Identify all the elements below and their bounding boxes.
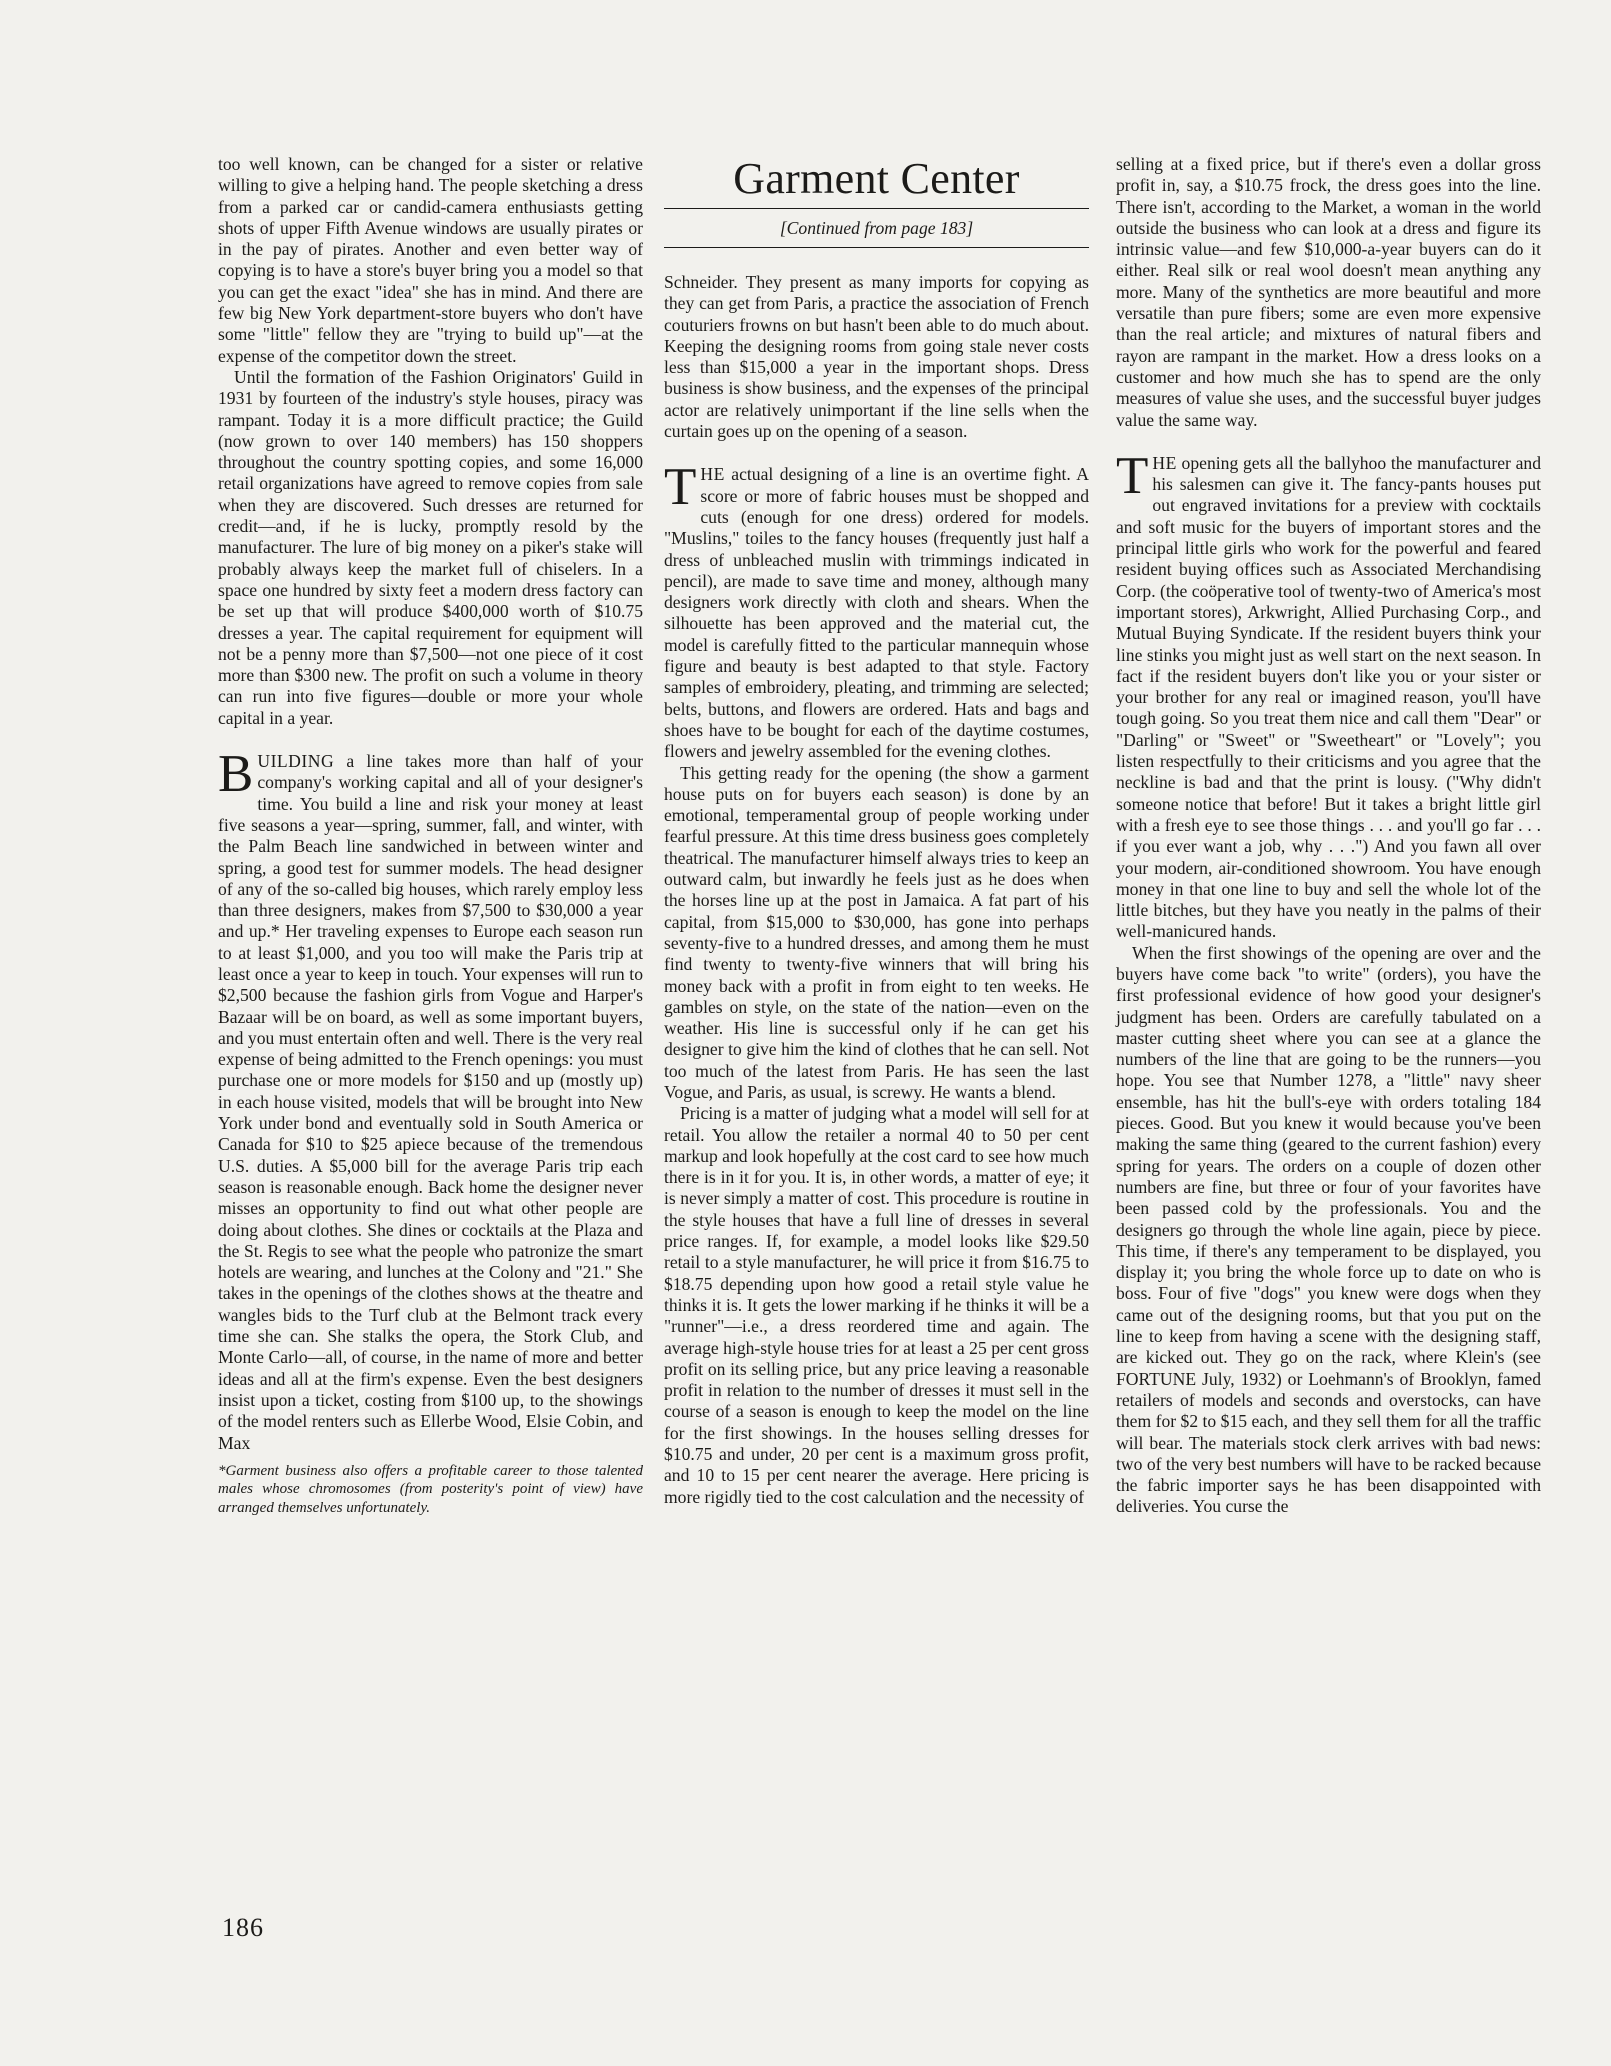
lead-word: HE <box>1152 452 1177 473</box>
column-middle <box>664 154 1089 1508</box>
paragraph: Schneider. They present as many imports for copying as they can get from Paris, a practice the association of French couturiers frowns on but hasn't been able to do much about. Keeping the designing rooms from going stale never costs less than $15,000 a year in the important shops. Dress business is show business, and the expenses of the principal actor are relatively unimportant if the line sells when the curtain goes up on the opening of a season. <box>664 272 1089 442</box>
article-title: Garment Center <box>733 154 1020 203</box>
page-number: 186 <box>222 1913 264 1942</box>
lead-word: HE <box>700 464 725 485</box>
paragraph: selling at a fixed price, but if there's even a dollar gross profit in, say, a $10.75 frock, the dress goes into the line. There isn't, according to the Market, a woman in the world outside the business who can look at a dress and figure its intrinsic value—and few $10,000-a-year buyers can do it either. Real silk or real wool doesn't mean anything any more. Many of the synthetics are more beautiful and more versatile than pure fibers; some are even more expensive than the real article; and mixtures of natural fibers and rayon are rampant in the market. How a dress looks on a customer and how much she has to spend are the only measures of value she uses, and the successful buyer judges value the same way. <box>1116 154 1541 430</box>
paragraph-text: opening gets all the ballyhoo the manufacturer and his salesmen can give it. The fancy-pants houses put out engraved invitations for a preview with cocktails and soft music for the buyers of important stores and the principal little girls who work for the powerful and feared resident buying offices such as Associated Merchandising Corp. (the coöperative tool of twenty-two of America's most important stores), Arkwright, Allied Purchasing Corp., and Mutual Buying Syndicate. If the resident buyers think your line stinks you might just as well start on the next season. In fact if the resident buyers don't like you or your sister or your brother for any real or imagined reason, you'll have tough going. So you treat them nice and call them "Dear" or "Darling" or "Sweet" or "Sweetheart" or "Lovely"; you listen respectfully to their criticisms and you agree that the neckline is bad and that the print is lousy. ("Why didn't someone notice that before! But it takes a bright little girl with a fresh eye to see those things . . . and you'll go far . . . if you ever want a job, why . . .") And you fawn all over your modern, air-conditioned showroom. You have enough money in that one line to buy and sell the whole lot of the little bitches, but they have you neatly in the palms of their well-manicured hands. <box>1116 452 1541 942</box>
paragraph: Pricing is a matter of judging what a model will sell for at retail. You allow the retailer a normal 40 to 50 per cent markup and look hopefully at the cost card to see how much there is in it for you. It is, in other words, a matter of eye; it is never simply a matter of cost. This procedure is routine in the style houses that have a full line of dresses in several price ranges. If, for example, a model looks like $29.50 retail to a style manufacturer, he will price it from $16.75 to $18.75 depending upon how good a retail style value he thinks it is. It gets the lower marking if he thinks it will be a "runner"—i.e., a dress reordered time and again. The average high-style house tries for at least a 25 per cent gross profit on its selling price, but any price leaving a reasonable profit in relation to the number of dresses it must sell in the course of a season is enough to keep the model on the line for the first showings. In the houses selling dresses for $10.75 and under, 20 per cent is a maximum gross profit, and 10 to 15 per cent nearer the average. Here pricing is more rigidly tied to the cost calculation and the necessity of <box>664 1103 1089 1507</box>
drop-cap: T <box>1116 446 1149 505</box>
drop-cap: T <box>664 458 697 517</box>
paragraph-text: a line takes more than half of your company's working capital and all of your designer's time. You build a line and risk your money at least five seasons a year—spring, summer, fall, and winter, with the Palm Beach line sandwiched in between winter and spring, a good test for summer models. The head designer of any of the so-called big houses, which rarely employ less than three designers, makes from $7,500 to $30,000 a year and up.* Her traveling expenses to Europe each season run to at least $1,000, and you too will make the Paris trip at least once a year to keep in touch. Your expenses will run to $2,500 because the fashion girls from Vogue and Harper's Bazaar will be on board, as well as some important buyers, and you must entertain often and well. There is the very real expense of being admitted to the French openings: you must purchase one or more models for $150 and up (mostly up) in each house visited, models that will be brought into New York under bond and eventually sold in South America or Canada for $10 to $25 apiece because of the tremendous U.S. duties. A $5,000 bill for the average Paris trip each season is reasonable enough. Back home the designer never misses an opportunity to find out what other people are doing about clothes. She dines or cocktails at the Plaza and the St. Regis to see what the people who patronize the smart hotels are wearing, and lunches at the Colony and "21." She takes in the openings of the clothes shows at the theatre and wangles bids to the Turf club at the Belmont track every time she can. She stalks the opera, the Stork Club, and Monte Carlo—all, of course, in the name of more and better ideas and all at the firm's expense. Even the best designers insist upon a ticket, costing from $100 up, to the showings of the model renters such as Ellerbe Wood, Elsie Cobin, and Max <box>218 751 643 1453</box>
continued-note: [Continued from page 183] <box>779 218 974 238</box>
title-rule-top <box>664 208 1089 209</box>
section-start-paragraph <box>1116 446 1541 943</box>
section-start-paragraph <box>664 458 1089 762</box>
paragraph: too well known, can be changed for a sister or relative willing to give a helping hand. The people sketching a dress from a parked car or candid-camera enthusiasts getting shots of upper Fifth Avenue windows are usually pirates or in the pay of pirates. Another and even better way of copying is to have a store's buyer bring you a model so that you can get the exact "idea" she has in mind. And there are few big New York department-store buyers who don't have some "little" fellow they are "trying to build up"—at the expense of the competitor down the street. <box>218 154 643 366</box>
lead-word: UILDING <box>257 751 335 772</box>
footnote: *Garment business also offers a profitable career to those talented males whose chromosomes (from posterity's point of view) have arranged themselves unfortunately. <box>218 1462 643 1516</box>
title-rule-bottom <box>664 247 1089 248</box>
section-start-paragraph <box>218 745 643 1454</box>
paragraph: When the first showings of the opening are over and the buyers have come back "to write" (orders), you have the first professional evidence of how good your designer's judgment has been. Orders are carefully tabulated on a master cutting sheet where you can see at a glance the numbers of the line that are going to be the runners—you hope. You see that Number 1278, a "little" navy sheer ensemble, has hit the bull's-eye with orders totaling 184 pieces. Good. But you knew it would because you've been making the same thing (geared to the current fashion) every spring for years. The orders on a couple of dozen other numbers are fine, but three or four of your favorites have been passed cold by the professionals. You and the designers go through the whole line again, piece by piece. This time, if there's any temperament to be displayed, you display it; you bring the whole force up to date on who is boss. Four of five "dogs" you knew were dogs when they came out of the designing rooms, but that you put on the line to keep from having a scene with the designing staff, are kicked out. They go on the rack, where Klein's (see FORTUNE July, 1932) or Loehmann's of Brooklyn, famed retailers of models and seconds and overstocks, can have them for $2 to $15 each, and they sell them for all the traffic will bear. The materials stock clerk arrives with bad news: two of the very best numbers will have to be racked because the fabric importer says he has been disappointed with deliveries. You curse the <box>1116 942 1541 1517</box>
column-right <box>1116 154 1541 1518</box>
column-left <box>218 154 643 1517</box>
drop-cap: B <box>218 745 254 804</box>
paragraph-text: actual designing of a line is an overtime fight. A score or more of fabric houses must be shopped and cuts (enough for one dress) ordered for models. "Muslins," toiles to the fancy houses (frequently just half a dress of unbleached muslin with trimmings indicated in pencil), are made to save time and money, although many designers work directly with cloth and shears. When the silhouette has been approved and the material cut, the model is carefully fitted to the particular mannequin whose figure and beauty is best adapted to that style. Factory samples of embroidery, pleating, and trimming are selected; belts, buttons, and flowers are ordered. Hats and bags and shoes have to be bought for each of the daytime costumes, flowers and jewelry assembled for the evening clothes. <box>664 464 1089 762</box>
paragraph: Until the formation of the Fashion Originators' Guild in 1931 by fourteen of the industry's style houses, piracy was rampant. Today it is a more difficult practice; the Guild (now grown to over 140 members) has 150 shoppers throughout the country spotting copies, and some 16,000 retail organizations have agreed to remove copies from sale when they are discovered. Such dresses are returned for credit—and, if he is lucky, promptly resold by the manufacturer. The lure of big money on a piker's stake will probably always keep the market full of chiselers. In a space one hundred by sixty feet a modern dress factory can be set up that will produce $400,000 worth of $10.75 dresses a year. The capital requirement for equipment will not be a penny more than $7,500—not one piece of it cost more than $300 new. The profit on such a volume in theory can run into five figures—double or more your whole capital in a year. <box>218 366 643 728</box>
paragraph: This getting ready for the opening (the show a garment house puts on for buyers each season) is done by an emotional, temperamental group of people working under fearful pressure. At this time dress business goes completely theatrical. The manufacturer himself always tries to keep an outward calm, but inwardly he feels just as he does when the horses line up at the post in Jamaica. A fat part of his capital, from $15,000 to $30,000, has gone into perhaps seventy-five to a hundred dresses, and among them he must find twenty to twenty-five winners that will bring his money back with a profit in from eight to ten weeks. He gambles on style, on the state of the nation—even on the weather. His line is successful only if he can get his designer to give him the kind of clothes that he can sell. Not too much of the latest from Paris. He has seen the last Vogue, and Paris, as usual, is screwy. He wants a blend. <box>664 762 1089 1102</box>
